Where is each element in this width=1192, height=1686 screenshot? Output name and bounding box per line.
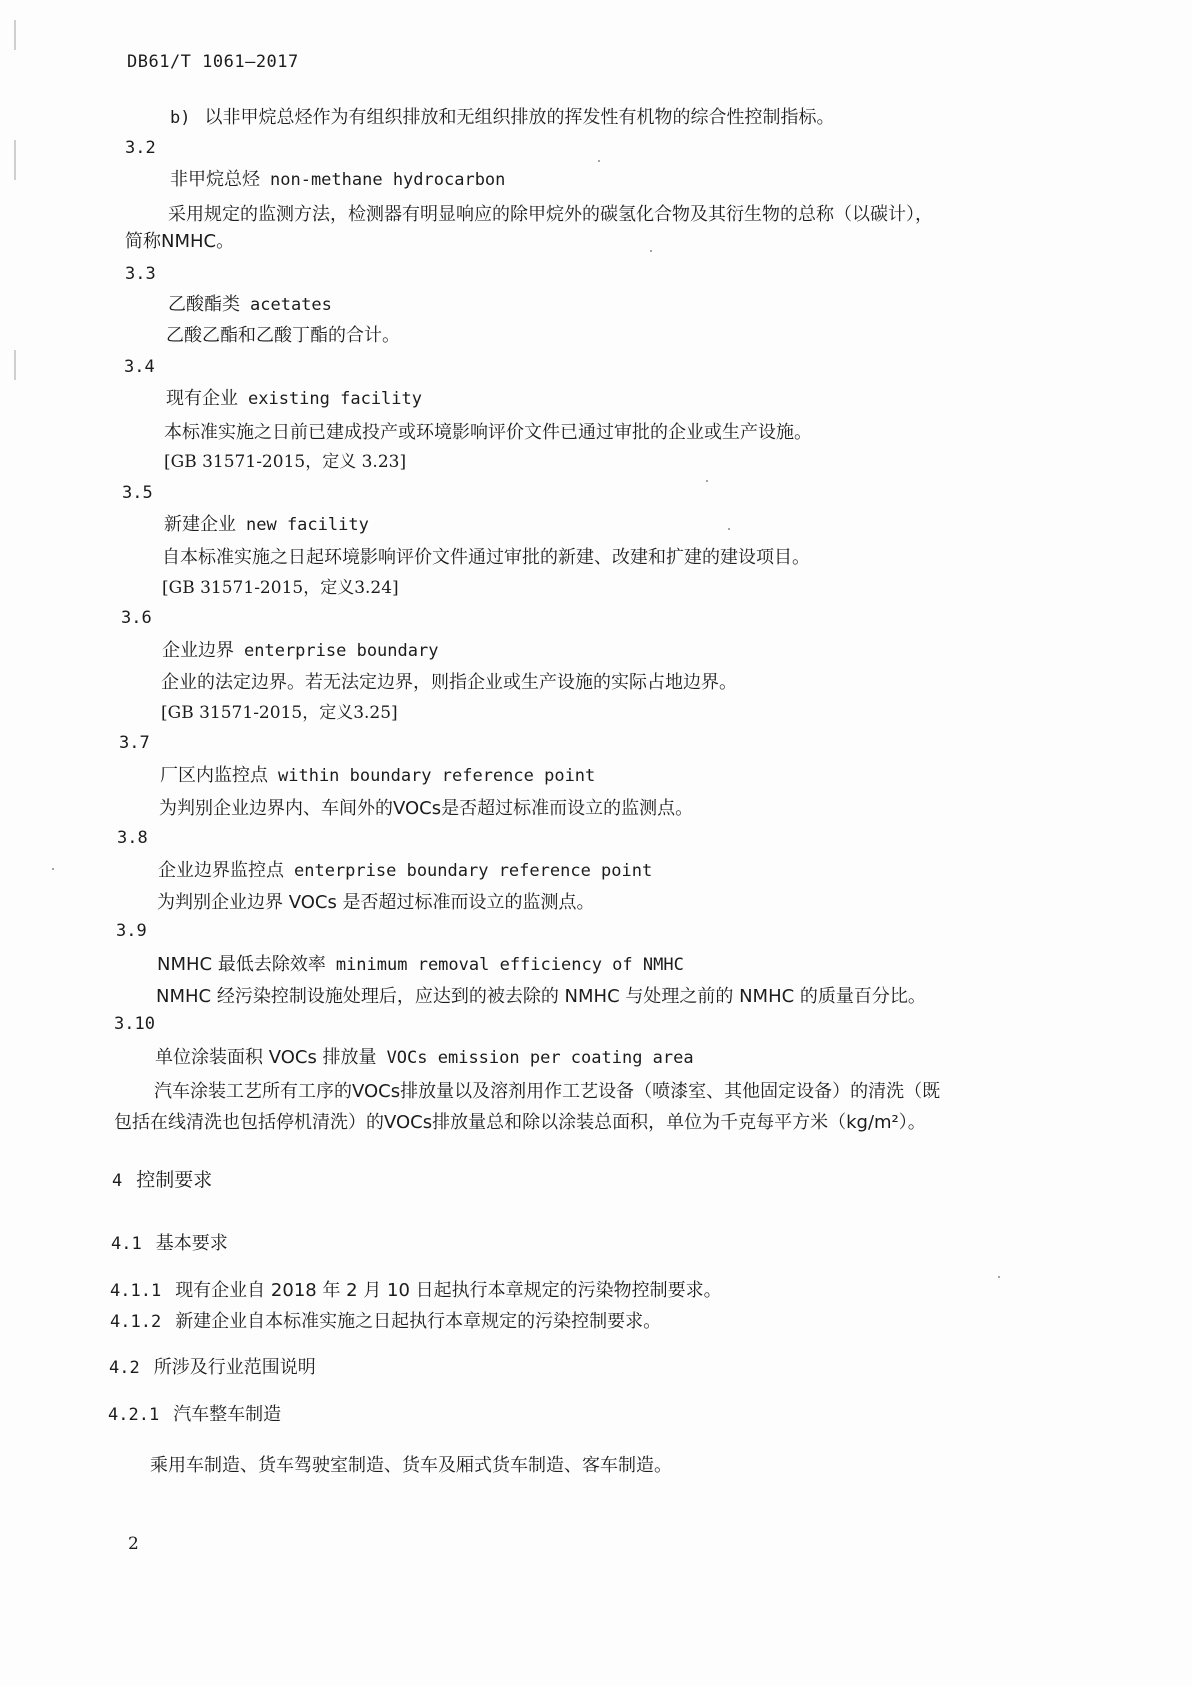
term-heading <box>158 859 652 883</box>
term-number: 3.2 <box>125 138 156 158</box>
term-definition: 简称NMHC。 <box>125 231 235 252</box>
term-number: 3.8 <box>117 828 148 848</box>
term-definition: 本标准实施之日前已建成投产或环境影响评价文件已通过审批的企业或生产设施。 <box>164 422 812 443</box>
term-definition: 为判别企业边界内、车间外的VOCs是否超过标准而设立的监测点。 <box>159 798 694 819</box>
term-number: 3.10 <box>114 1014 155 1034</box>
subsection-title: 汽车整车制造 <box>173 1404 282 1425</box>
term-en: non-methane hydrocarbon <box>270 170 506 190</box>
scan-speck <box>998 1276 1000 1278</box>
subsection-title: 基本要求 <box>155 1233 228 1254</box>
page-number: 2 <box>128 1534 139 1554</box>
term-definition: 企业的法定边界。若无法定边界，则指企业或生产设施的实际占地边界。 <box>161 672 737 693</box>
term-en: within boundary reference point <box>278 766 596 786</box>
term-heading <box>157 953 684 977</box>
term-heading <box>155 1046 694 1070</box>
list-item-label: b) <box>170 108 191 128</box>
term-number: 3.9 <box>116 921 147 941</box>
clause-number: 4.1.1 <box>110 1281 162 1301</box>
term-en: enterprise boundary reference point <box>294 861 653 881</box>
term-zh: 单位涂装面积 VOCs 排放量 <box>155 1047 377 1068</box>
term-zh: 现有企业 <box>166 388 238 409</box>
term-reference: [GB 31571-2015，定义3.25] <box>161 703 398 723</box>
scan-speck <box>728 528 730 530</box>
term-en: minimum removal efficiency of NMHC <box>335 955 684 975</box>
term-zh: 企业边界 <box>162 640 234 661</box>
term-definition: 乙酸乙酯和乙酸丁酯的合计。 <box>166 325 400 346</box>
section-number: 4 <box>112 1171 123 1191</box>
term-number: 3.6 <box>121 608 152 628</box>
term-definition: 自本标准实施之日起环境影响评价文件通过审批的新建、改建和扩建的建设项目。 <box>162 547 810 568</box>
scan-edge-mark <box>14 20 16 50</box>
term-heading <box>168 293 332 317</box>
term-en: new facility <box>246 515 369 535</box>
clause <box>110 1279 722 1303</box>
term-definition: 为判别企业边界 VOCs 是否超过标准而设立的监测点。 <box>157 892 595 913</box>
clause <box>110 1310 661 1334</box>
term-heading <box>170 168 505 192</box>
subsection-heading <box>111 1232 228 1256</box>
term-heading <box>164 513 369 537</box>
subsection-number: 4.2 <box>109 1358 140 1378</box>
term-en: VOCs emission per coating area <box>386 1048 694 1068</box>
term-en: existing facility <box>248 389 422 409</box>
term-zh: 非甲烷总烃 <box>170 169 260 190</box>
clause-number: 4.1.2 <box>110 1312 162 1332</box>
term-en: acetates <box>250 295 332 315</box>
term-zh: 乙酸酯类 <box>168 294 240 315</box>
term-zh: NMHC 最低去除效率 <box>157 954 326 975</box>
term-definition: 采用规定的监测方法，检测器有明显响应的除甲烷外的碳氢化合物及其衍生物的总称（以碳计）， <box>168 204 933 225</box>
document-code-header: DB61/T 1061—2017 <box>127 52 299 72</box>
term-heading <box>166 387 422 411</box>
paragraph: 乘用车制造、货车驾驶室制造、货车及厢式货车制造、客车制造。 <box>150 1455 672 1476</box>
scan-speck <box>706 480 708 482</box>
term-definition: NMHC 经污染控制设施处理后，应达到的被去除的 NMHC 与处理之前的 NMHC 的质量百分比。 <box>156 986 926 1007</box>
term-number: 3.7 <box>119 733 150 753</box>
subsection-heading <box>108 1403 281 1427</box>
subsection-number: 4.1 <box>111 1234 142 1254</box>
term-definition: 汽车涂装工艺所有工序的VOCs排放量以及溶剂用作工艺设备（喷漆室、其他固定设备）的清洗（既 <box>154 1081 941 1102</box>
term-zh: 企业边界监控点 <box>158 860 284 881</box>
term-reference: [GB 31571-2015，定义3.24] <box>162 578 399 598</box>
term-heading <box>162 639 438 663</box>
subsection-number: 4.2.1 <box>108 1405 160 1425</box>
section-heading <box>112 1168 212 1193</box>
term-number: 3.3 <box>125 264 156 284</box>
scan-speck <box>52 868 54 870</box>
clause-text: 现有企业自 2018 年 2 月 10 日起执行本章规定的污染物控制要求。 <box>175 1280 722 1301</box>
section-title: 控制要求 <box>136 1169 213 1191</box>
clause-text: 新建企业自本标准实施之日起执行本章规定的污染控制要求。 <box>175 1311 662 1332</box>
term-zh: 厂区内监控点 <box>160 765 268 786</box>
scan-edge-mark <box>14 350 16 380</box>
term-number: 3.5 <box>122 483 153 503</box>
list-item-b <box>170 106 834 130</box>
term-number: 3.4 <box>124 357 155 377</box>
scan-speck <box>598 160 600 162</box>
subsection-title: 所涉及行业范围说明 <box>153 1357 316 1378</box>
scan-edge-mark <box>14 140 16 180</box>
subsection-heading <box>109 1356 316 1380</box>
term-zh: 新建企业 <box>164 514 236 535</box>
term-en: enterprise boundary <box>244 641 439 661</box>
list-item-text: 以非甲烷总烃作为有组织排放和无组织排放的挥发性有机物的综合性控制指标。 <box>204 107 835 128</box>
term-reference: [GB 31571-2015，定义 3.23] <box>164 452 407 472</box>
term-heading <box>160 764 595 788</box>
term-definition: 包括在线清洗也包括停机清洗）的VOCs排放量总和除以涂装总面积，单位为千克每平方米（kg/m²）。 <box>114 1112 926 1133</box>
scan-speck <box>650 250 652 252</box>
